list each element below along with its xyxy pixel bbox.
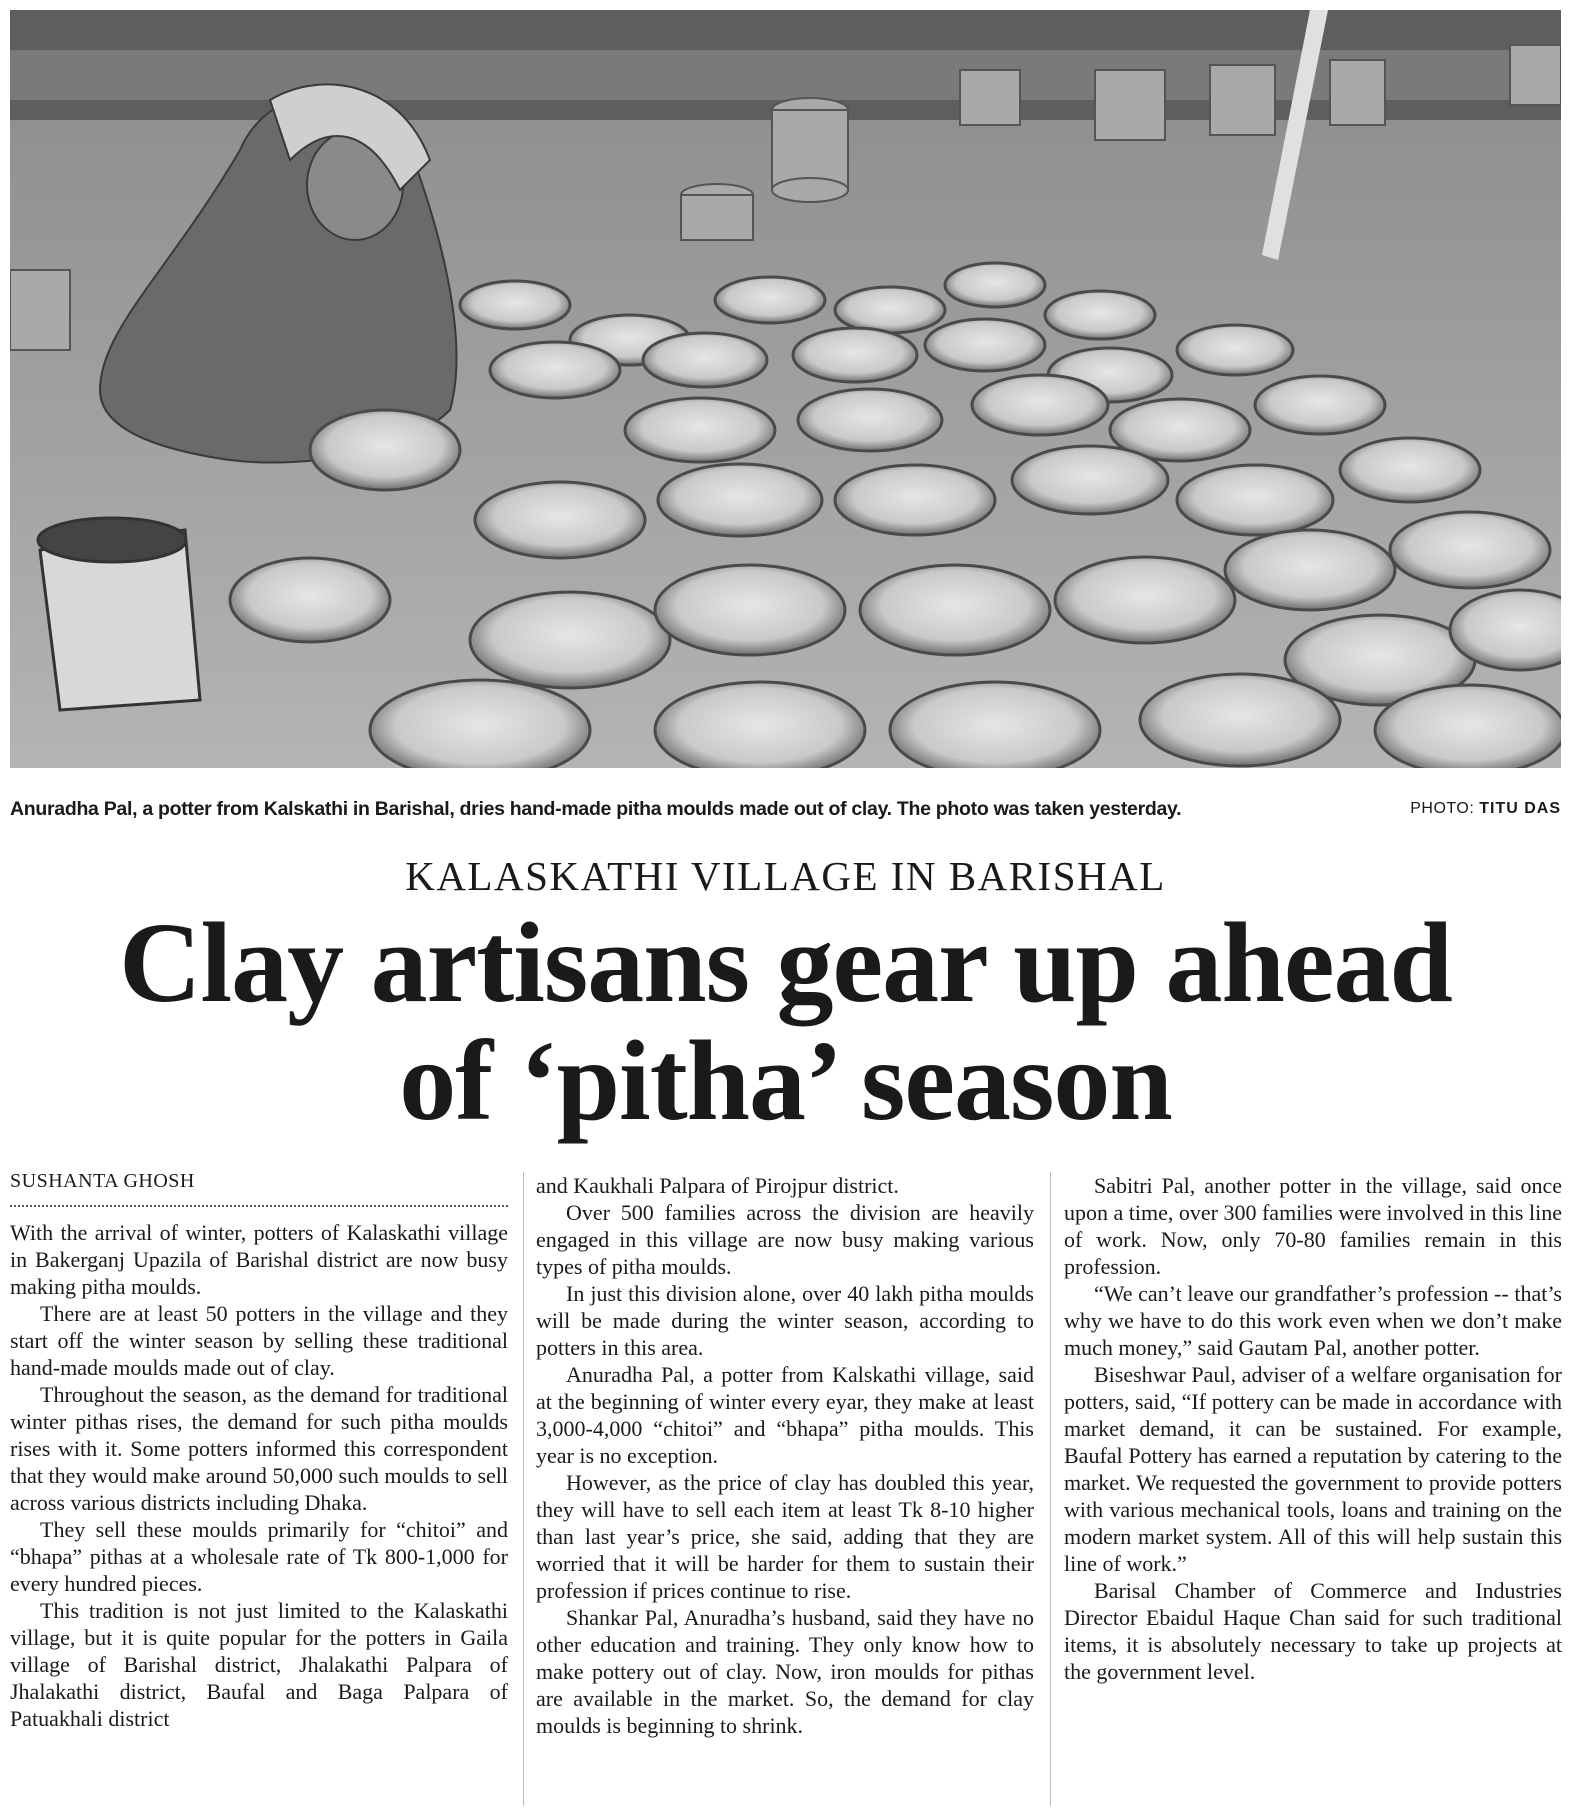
byline: SUSHANTA GHOSH (10, 1168, 508, 1207)
paragraph: and Kaukhali Palpara of Pirojpur district. (536, 1173, 899, 1198)
paragraph: Barisal Chamber of Commerce and Industries Director Ebaidul Haque Chan said for such traditional items, it is absolutely necessary to take up projects at the government level. (1064, 1578, 1562, 1684)
article-column-1 (10, 1168, 508, 1808)
credit-name: TITU DAS (1479, 800, 1561, 817)
headline-line-1: Clay artisans gear up ahead (119, 899, 1452, 1026)
paragraph: Shankar Pal, Anuradha’s husband, said they have no other education and training. They only know how to make pottery out of clay. Now, iron moulds for pithas are available in the market. So, the demand for clay moulds is beginning to shrink. (536, 1605, 1034, 1738)
paragraph: This tradition is not just limited to the Kalaskathi village, but it is quite popular for the potters in Gaila village of Barishal district, Jhalakathi Palpara of Jhalakathi district, Baufal and Baga Palpara of Patuakhali district (10, 1598, 508, 1731)
paragraph: In just this division alone, over 40 lakh pitha moulds will be made during the winter season, according to potters in this area. (536, 1281, 1034, 1360)
caption-text: Anuradha Pal, a potter from Kalskathi in Barishal, dries hand-made pitha moulds made out of clay. The photo was taken yesterday. (10, 798, 1182, 820)
paragraph: “We can’t leave our grandfather’s profession -- that’s why we have to do this work even when we don’t make much money,” said Gautam Pal, another potter. (1064, 1281, 1562, 1360)
paragraph: Anuradha Pal, a potter from Kalskathi village, said at the beginning of winter every eyar, they make at least 3,000-4,000 “chitoi” and “bhapa” pitha moulds. This year is no exception. (536, 1362, 1034, 1468)
paragraph: However, as the price of clay has doubled this year, they will have to sell each item at least Tk 8-10 higher than last year’s price, she said, adding that they are worried that it will be harder for them to sustain their profession if prices continue to rise. (536, 1470, 1034, 1603)
paragraph: Throughout the season, as the demand for traditional winter pithas rises, the demand for such pitha moulds rises with it. Some potters informed this correspondent that they would make around 50,000 such moulds to sell across various districts including Dhaka. (10, 1382, 508, 1515)
credit-label: PHOTO: (1410, 800, 1475, 817)
column-divider (1050, 1172, 1051, 1806)
article-headline (0, 899, 1571, 1144)
column-1-body (10, 1219, 508, 1732)
paragraph: Biseshwar Paul, adviser of a welfare organisation for potters, said, “If pottery can be made in accordance with market demand, it can be sustained. For example, Baufal Pottery has earned a reputation by catering to the market. We requested the government to provide potters with various mechanical tools, loans and training on the modern market system. All of this will help sustain this line of work.” (1064, 1362, 1562, 1576)
paragraph: With the arrival of winter, potters of Kalaskathi village in Bakerganj Upazila of Barishal district are now busy making pitha moulds. (10, 1220, 508, 1299)
article-photo (10, 10, 1561, 768)
paragraph: There are at least 50 potters in the village and they start off the winter season by selling these traditional hand-made moulds made out of clay. (10, 1301, 508, 1380)
paragraph: They sell these moulds primarily for “chitoi” and “bhapa” pithas at a wholesale rate of Tk 800-1,000 for every hundred pieces. (10, 1517, 508, 1596)
article-column-2 (536, 1172, 1034, 1808)
article-column-3 (1064, 1172, 1562, 1808)
photo-caption (10, 798, 1561, 828)
column-divider (523, 1172, 524, 1806)
pottery-photo-icon (10, 10, 1561, 768)
photo-credit (1410, 800, 1561, 818)
paragraph: Over 500 families across the division are heavily engaged in this village are now busy making various types of pitha moulds. (536, 1200, 1034, 1279)
paragraph: Sabitri Pal, another potter in the village, said once upon a time, over 300 families were involved in this line of work. Now, only 70-80 families remain in this profession. (1064, 1173, 1562, 1279)
article-kicker: KALASKATHI VILLAGE IN BARISHAL (405, 853, 1166, 899)
headline-line-2: of ‘pitha’ season (399, 1017, 1172, 1144)
